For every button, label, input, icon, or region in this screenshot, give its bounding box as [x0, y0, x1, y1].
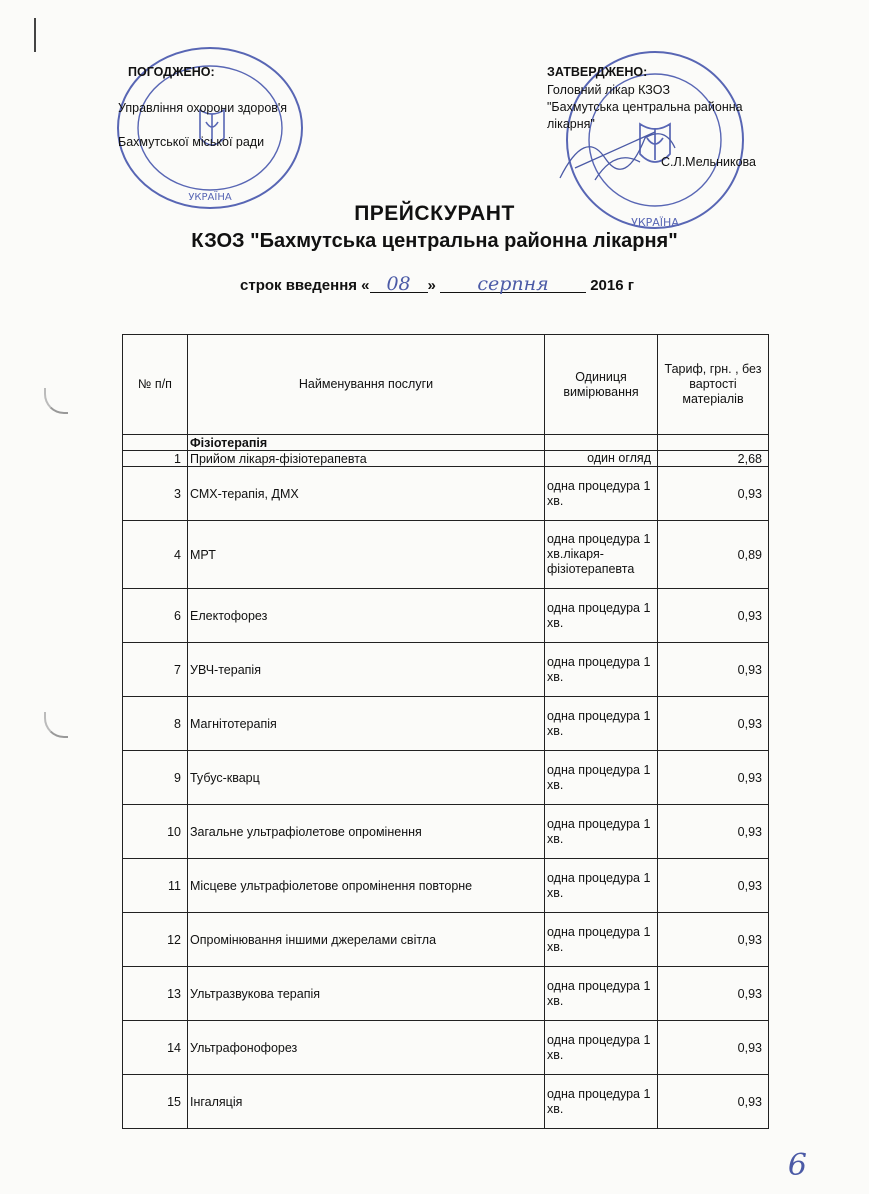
cell-num: 3: [123, 467, 188, 521]
cell-tariff: 0,93: [658, 697, 769, 751]
cell-unit: одна процедура 1 хв.: [545, 589, 658, 643]
table-row: [123, 521, 769, 589]
cell-name: СМХ-терапія, ДМХ: [188, 467, 545, 521]
cell-unit: одна процедура 1 хв.лікаря-фізіотерапевта: [545, 521, 658, 589]
cell-tariff: 0,93: [658, 913, 769, 967]
date-day: 08: [370, 276, 428, 293]
table-row: [123, 697, 769, 751]
cell-name: Електофорез: [188, 589, 545, 643]
cell-unit: одна процедура 1 хв.: [545, 805, 658, 859]
cell-num: 9: [123, 751, 188, 805]
header-unit: Одиниця вимірювання: [545, 335, 658, 435]
table-row: [123, 751, 769, 805]
cell-name: Ультразвукова терапія: [188, 967, 545, 1021]
table-row: [123, 589, 769, 643]
table-row: [123, 467, 769, 521]
cell-unit: одна процедура 1 хв.: [545, 859, 658, 913]
document-title: ПРЕЙСКУРАНТ: [354, 202, 515, 225]
cell-num: 6: [123, 589, 188, 643]
cell-tariff: 0,93: [658, 643, 769, 697]
svg-text:УКРАЇНА: УКРАЇНА: [188, 192, 232, 203]
cell-unit: одна процедура 1 хв.: [545, 913, 658, 967]
table-row: [123, 967, 769, 1021]
signature-name: С.Л.Мельникова: [661, 155, 756, 169]
section-title: Фізіотерапія: [188, 435, 545, 451]
approval-left-label: ПОГОДЖЕНО:: [128, 65, 215, 79]
table-row: [123, 451, 769, 467]
cell-num: 14: [123, 1021, 188, 1075]
cell-name: Магнітотерапія: [188, 697, 545, 751]
cell-name: Тубус-кварц: [188, 751, 545, 805]
cell-tariff: 0,93: [658, 805, 769, 859]
approval-right-line1: Головний лікар КЗОЗ: [547, 83, 670, 97]
effective-date: [240, 273, 635, 295]
price-table: [122, 334, 769, 1129]
table-row: [123, 859, 769, 913]
header-name: Найменування послуги: [188, 335, 545, 435]
table-row: [123, 1021, 769, 1075]
cell-num: 13: [123, 967, 188, 1021]
cell-unit: одна процедура 1 хв.: [545, 1075, 658, 1129]
page-number: 6: [787, 1148, 807, 1183]
cell-unit: одна процедура 1 хв.: [545, 467, 658, 521]
cell-tariff: 0,93: [658, 589, 769, 643]
table-row: [123, 805, 769, 859]
date-year: 2016 г: [590, 277, 635, 294]
approval-right-line2: "Бахмутська центральна районна: [547, 100, 743, 114]
cell-unit: одна процедура 1 хв.: [545, 643, 658, 697]
cell-name: Прийом лікаря-фізіотерапевта: [188, 451, 545, 467]
cell-num: 12: [123, 913, 188, 967]
approval-left-line2: Бахмутської міської ради: [118, 135, 265, 149]
cell-num: 1: [123, 451, 188, 467]
cell-name: УВЧ-терапія: [188, 643, 545, 697]
cell-num: 7: [123, 643, 188, 697]
cell-num: 10: [123, 805, 188, 859]
cell-name: Загальне ультрафіолетове опромінення: [188, 805, 545, 859]
approval-left-line1: Управління охорони здоров'я: [118, 101, 288, 115]
cell-tariff: 0,93: [658, 467, 769, 521]
cell-num: 8: [123, 697, 188, 751]
table-row: [123, 1075, 769, 1129]
section-row: [123, 435, 769, 451]
date-prefix: строк введення «: [240, 277, 370, 294]
cell-tariff: 2,68: [658, 451, 769, 467]
cell-unit: одна процедура 1 хв.: [545, 751, 658, 805]
hole-punch-mark: [44, 388, 68, 414]
header-num: № п/п: [123, 335, 188, 435]
cell-tariff: 0,93: [658, 751, 769, 805]
document-subtitle: КЗОЗ "Бахмутська центральна районна лікарня": [191, 230, 678, 252]
margin-mark: [34, 18, 36, 52]
cell-tariff: 0,93: [658, 967, 769, 1021]
cell-tariff: 0,93: [658, 859, 769, 913]
cell-name: Ультрафонофорез: [188, 1021, 545, 1075]
cell-unit: один огляд: [545, 451, 658, 467]
cell-tariff: 0,89: [658, 521, 769, 589]
hole-punch-mark: [44, 712, 68, 738]
cell-name: Інгаляція: [188, 1075, 545, 1129]
cell-name: МРТ: [188, 521, 545, 589]
cell-name: Опромінювання іншими джерелами світла: [188, 913, 545, 967]
table-row: [123, 913, 769, 967]
cell-num: 4: [123, 521, 188, 589]
cell-num: 15: [123, 1075, 188, 1129]
cell-unit: одна процедура 1 хв.: [545, 967, 658, 1021]
date-month: серпня: [440, 276, 586, 293]
cell-name: Місцеве ультрафіолетове опромінення повторне: [188, 859, 545, 913]
approval-right-label: ЗАТВЕРДЖЕНО:: [547, 65, 648, 79]
table-header-row: [123, 335, 769, 435]
cell-num: 11: [123, 859, 188, 913]
header-tariff: Тариф, грн. , без вартості матеріалів: [658, 335, 769, 435]
date-middle: »: [427, 277, 436, 294]
approval-right-line3: лікарня": [547, 117, 595, 131]
table-row: [123, 643, 769, 697]
cell-unit: одна процедура 1 хв.: [545, 1021, 658, 1075]
cell-unit: одна процедура 1 хв.: [545, 697, 658, 751]
svg-text:УКРАЇНА: УКРАЇНА: [631, 216, 679, 229]
cell-tariff: 0,93: [658, 1075, 769, 1129]
cell-tariff: 0,93: [658, 1021, 769, 1075]
